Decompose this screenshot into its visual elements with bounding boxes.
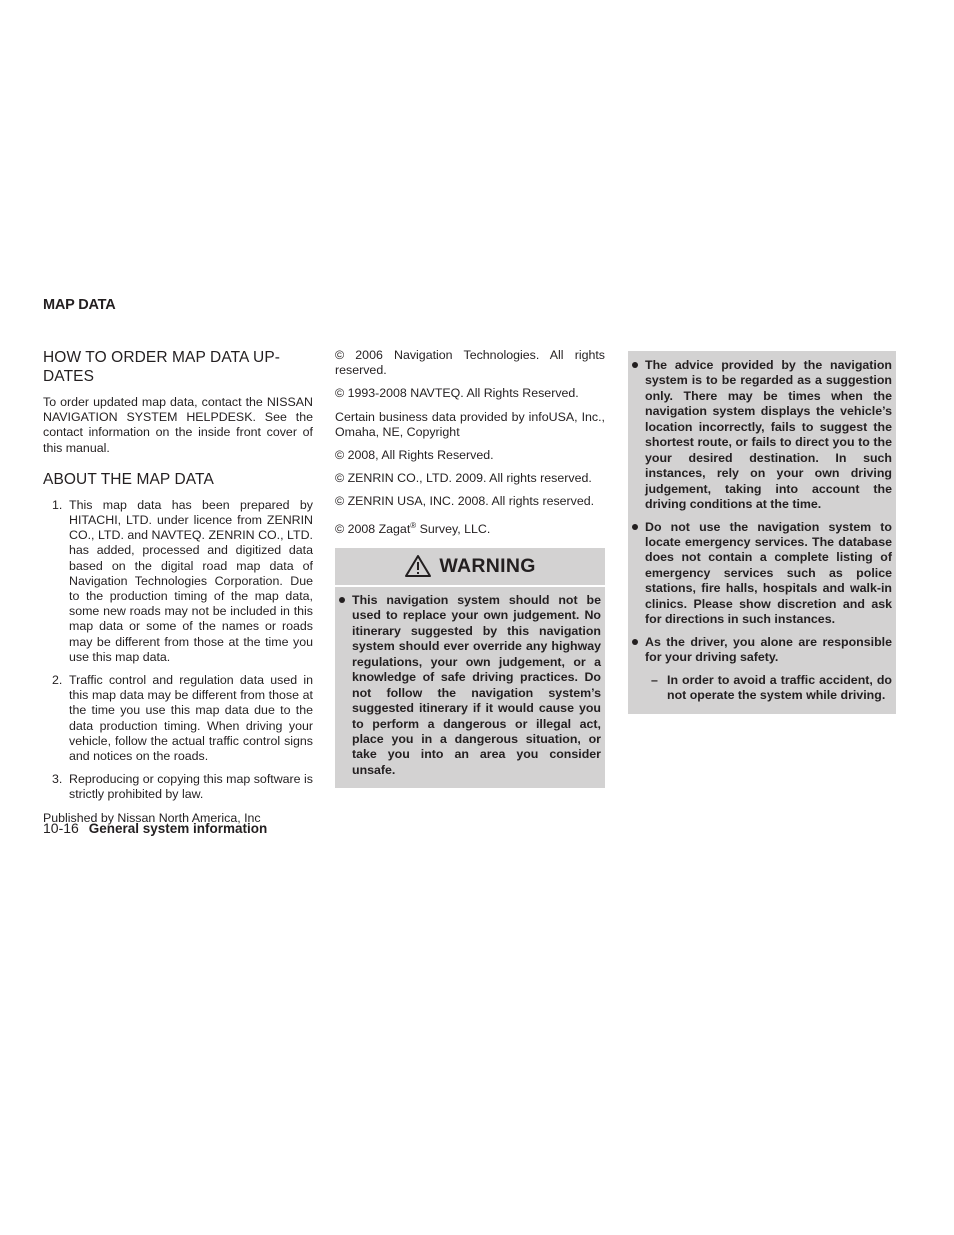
warning-bullet-text: This navigation system should not be used to replace your own judgement. No itinerary suggested by this navigation system should ever override any highway regulations, your own judgement, or a knowledge of safe driving practices. Do not follow the navigation system’s suggested itinerary if it would cause you to perform a dangerous or illegal act, place you in a dangerous situation, or take you into an area you consider unsafe. xyxy=(352,592,601,777)
list-item xyxy=(43,772,313,802)
warning-bullet xyxy=(632,358,892,513)
section-title: MAP DATA xyxy=(43,297,116,313)
warning-title: WARNING xyxy=(439,554,536,577)
copyright-line: Certain business data provided by infoUSA, Inc., Omaha, NE, Copyright xyxy=(335,409,605,439)
warning-box xyxy=(335,548,605,788)
publisher-line: Published by Nissan North America, Inc xyxy=(43,810,261,825)
copyright-line: © ZENRIN CO., LTD. 2009. All rights reserved. xyxy=(335,471,592,486)
warning-bullet-text: As the driver, you alone are responsible for your driving safety. xyxy=(645,634,892,665)
about-list xyxy=(43,498,313,803)
heading-about-map-data: ABOUT THE MAP DATA xyxy=(43,470,214,488)
warning-bullets xyxy=(335,587,605,788)
copyright-line: © 1993-2008 NAVTEQ. All Rights Reserved. xyxy=(335,386,579,401)
warning-bullet xyxy=(632,520,892,628)
list-number: 1. xyxy=(52,497,63,512)
zagat-text: © 2008 Zagat xyxy=(335,521,411,536)
bullet-dot xyxy=(632,639,638,645)
warning-bullet xyxy=(339,593,601,778)
warning-bullets-continued xyxy=(628,352,896,714)
registered-mark: ® xyxy=(410,520,417,530)
warning-triangle-icon xyxy=(404,554,432,578)
zagat-text-rest: Survey, LLC. xyxy=(416,521,491,536)
warning-bullet-text: The advice provided by the navigation system is to be regarded as a suggestion only. There may be times when the navigation system displays the vehicle’s location incorrectly, fails to suggest the shortest route, or fails to direct you to the your desired destination. In such instances, rely on your own driving judgement, taking into account the driving conditions at the time. xyxy=(645,358,892,512)
order-paragraph: To order updated map data, contact the NISSAN NAVIGATION SYSTEM HELPDESK. See the contact information on the inside front cover of this manual. xyxy=(43,395,313,455)
bullet-dot xyxy=(632,524,638,530)
copyright-line: © 2006 Navigation Technologies. All rights reserved. xyxy=(335,348,605,378)
column-left xyxy=(43,348,313,826)
warning-box-continued xyxy=(628,351,896,714)
list-item xyxy=(43,673,313,764)
list-number: 2. xyxy=(52,673,63,688)
bullet-dot xyxy=(632,362,638,368)
warning-sub-text: In order to avoid a traffic accident, do not operate the system while driving. xyxy=(667,672,892,703)
warning-bullet-text: Do not use the navigation system to locate emergency services. The database does not contain a complete listing of emergency services such as police stations, fire halls, hospitals and walk-in clinics. Please show discretion and ask for directions in such instances. xyxy=(645,519,892,627)
list-item xyxy=(43,498,313,665)
list-text: Reproducing or copying this map software is strictly prohibited by law. xyxy=(69,772,313,802)
copyright-zagat xyxy=(335,518,605,537)
list-text: Traffic control and regulation data used in this map data may be different from those at the time you use this map data due to the data production timing. When driving your vehicle, follow the actual traffic control signs and notices on the roads. xyxy=(69,673,313,764)
warning-header xyxy=(335,548,605,587)
list-text: This map data has been prepared by HITACHI, LTD. under licence from ZENRIN CO., LTD. and NAVTEQ. ZENRIN CO., LTD. has added, processed and digitized data based on the digital road map data of Navigation Technologies Corporation. Due to the production timing of the map data, some new roads may not be included in this map data or some of the names or roads may be different from those at the time you use this map data. xyxy=(69,497,313,664)
copyright-line: © 2008, All Rights Reserved. xyxy=(335,448,494,463)
column-right xyxy=(628,348,896,714)
copyright-line: © ZENRIN USA, INC. 2008. All rights reserved. xyxy=(335,494,595,509)
list-number: 3. xyxy=(52,772,63,787)
warning-sub-item xyxy=(645,673,892,704)
warning-bullet xyxy=(632,635,892,704)
footer-title: General system information xyxy=(88,821,268,836)
page-footer xyxy=(43,820,267,836)
bullet-dot xyxy=(339,597,345,603)
heading-how-to-order: HOW TO ORDER MAP DATA UP-DATES xyxy=(43,349,281,385)
page-number: 10-16 xyxy=(43,820,79,836)
column-middle xyxy=(335,348,605,788)
sub-dash: – xyxy=(651,672,658,687)
